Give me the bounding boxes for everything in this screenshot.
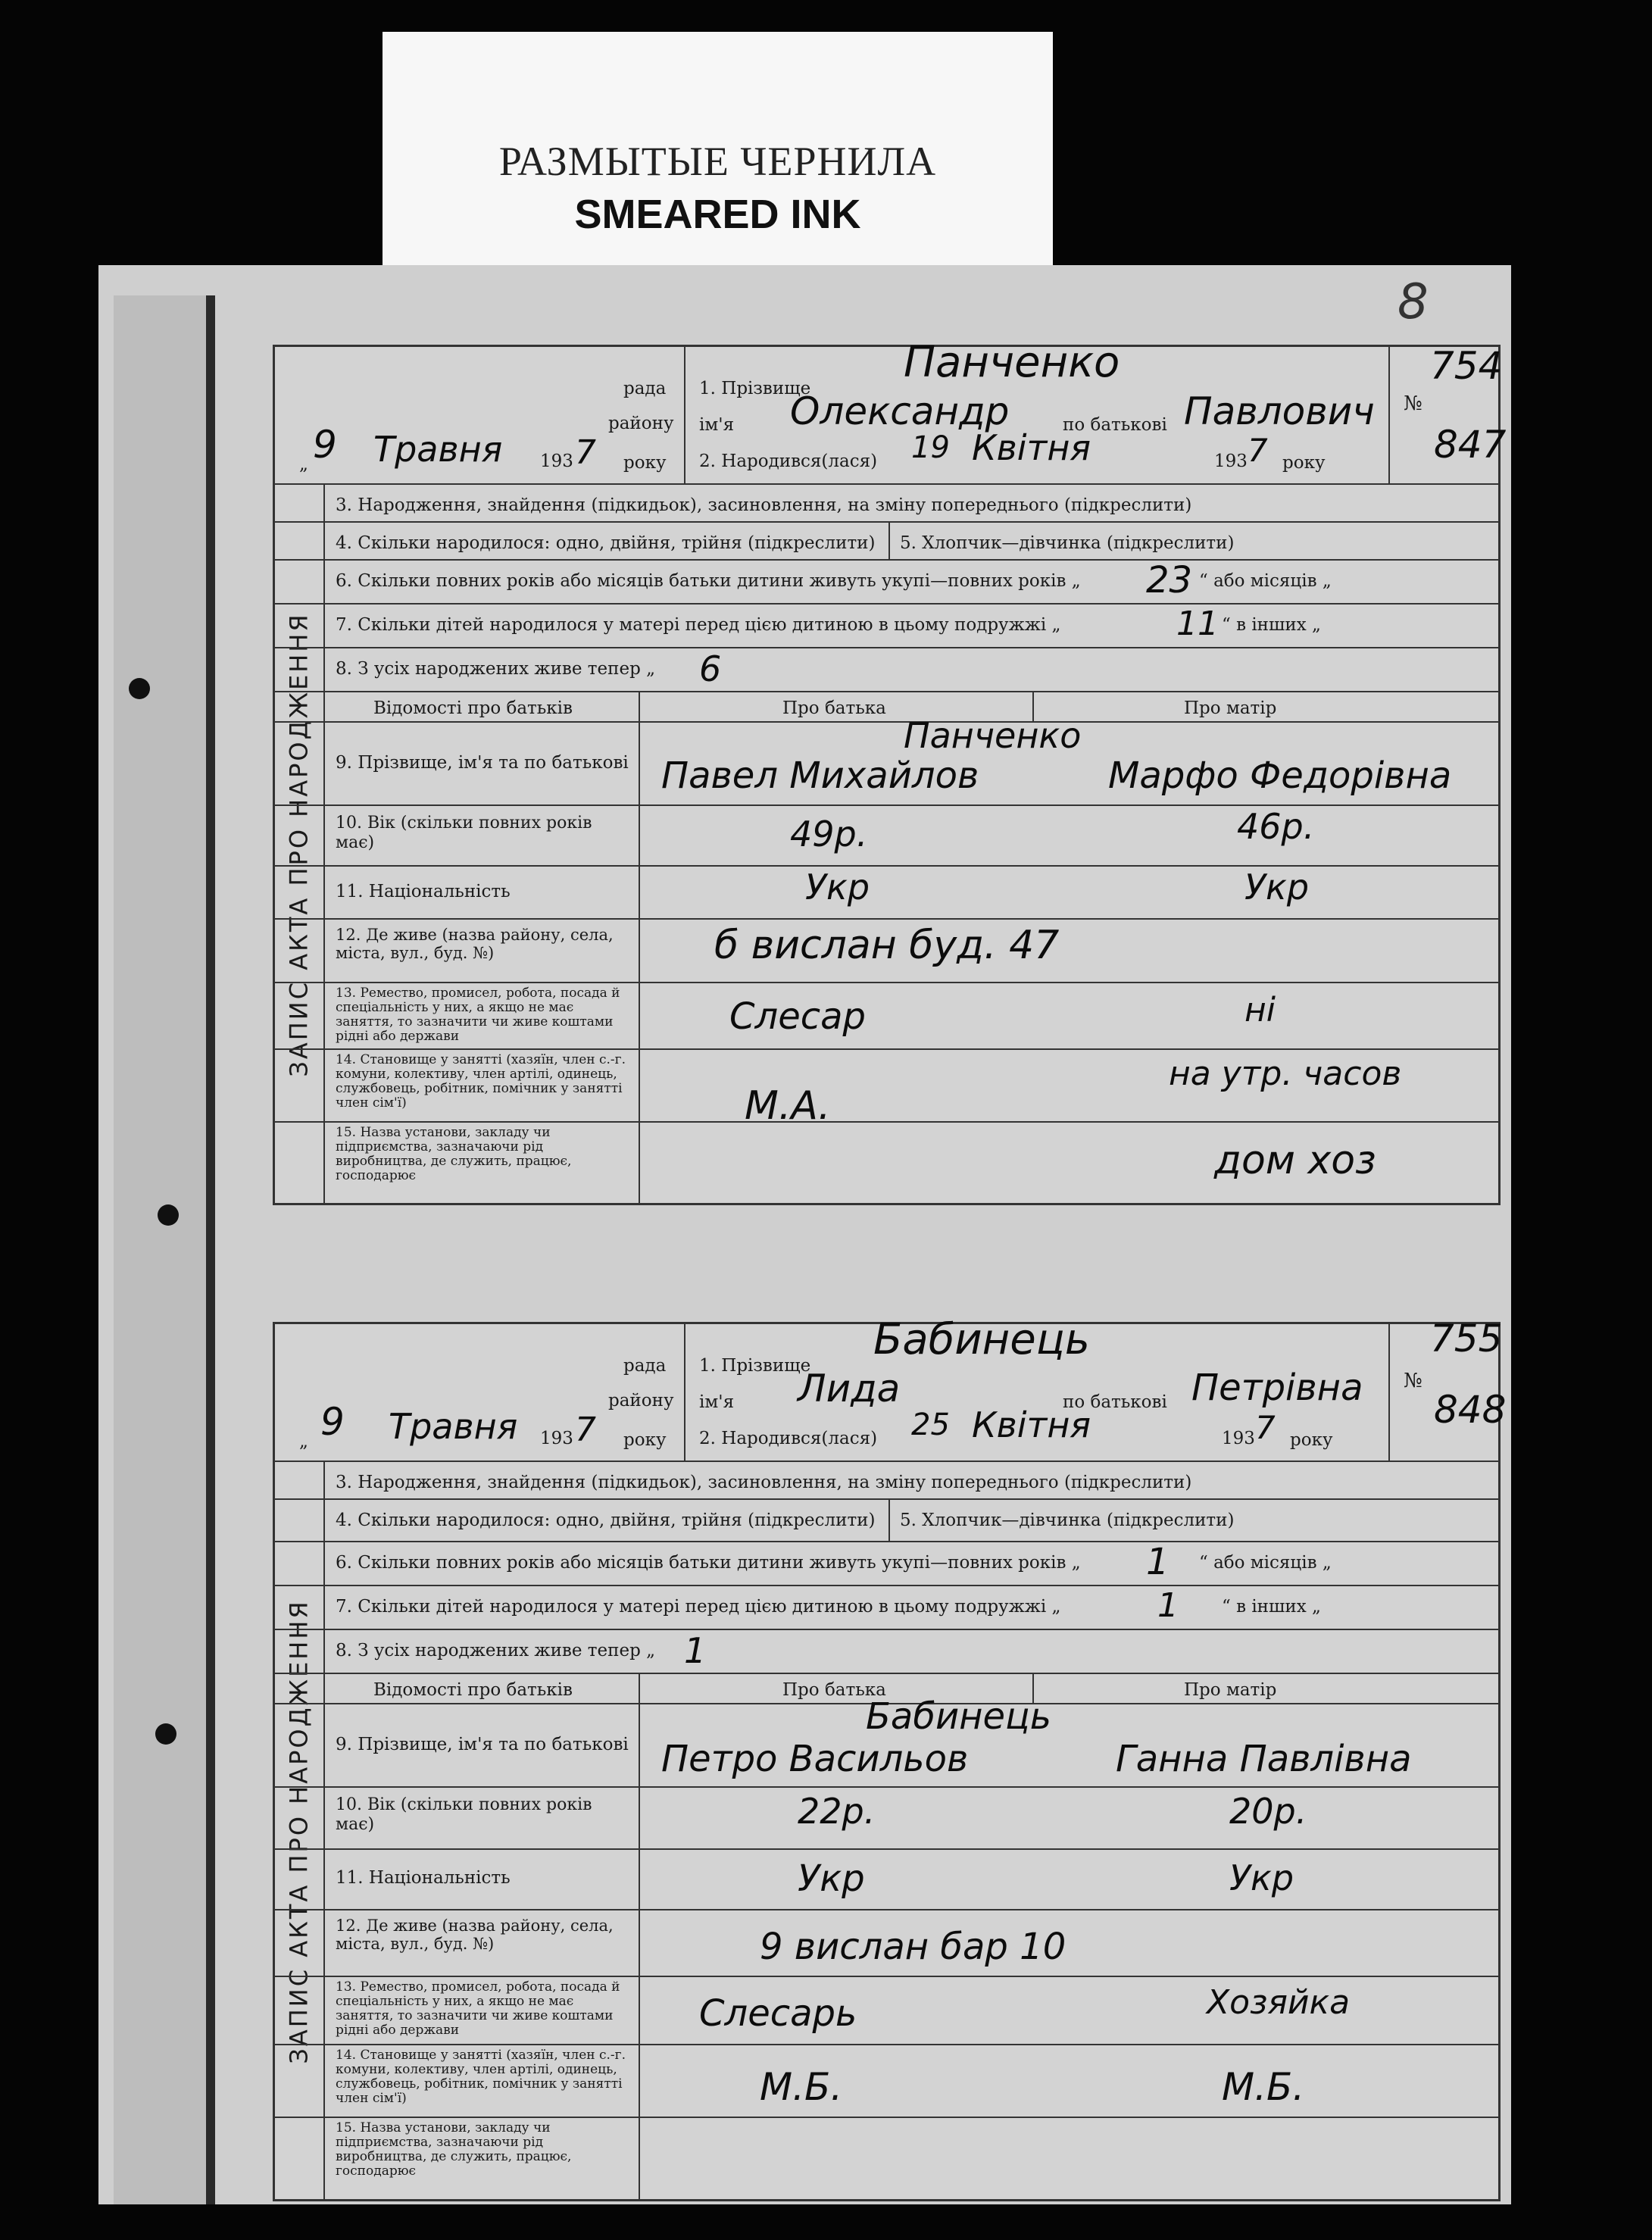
child-patronymic: Павлович [1184,389,1375,433]
label-russian: РАЗМЫТЫЕ ЧЕРНИЛА [498,139,937,184]
children-before: 11 [1176,605,1219,643]
living-now: 6 [699,648,722,689]
record-number: 755 [1430,1317,1503,1361]
father-name: Петро Васильов [661,1738,969,1780]
binding-spine [114,295,212,2204]
mother-organization: дом хоз [1214,1138,1376,1183]
children-before: 1 [1157,1586,1179,1625]
father-age: 22р. [798,1791,876,1832]
birth-month: Квітня [972,1404,1091,1445]
binding-hole-icon [155,1723,176,1745]
father-surname: Панченко [904,715,1082,756]
side-title: ЗАПИС АКТА ПРО НАРОДЖЕННЯ [285,612,314,1077]
mother-nationality: Укр [1244,867,1310,908]
reg-year: 7 [575,1411,596,1449]
mother-organization: М.Б. [1222,2065,1305,2109]
reg-month: Травня [389,1406,518,1447]
record-number-2: 847 [1434,423,1507,467]
binding-hole-icon [129,678,150,699]
birth-day: 19 [911,430,950,465]
birth-day: 25 [911,1407,950,1442]
mother-age: 46р. [1237,806,1315,847]
father-organization: М.А. [745,1083,831,1129]
living-now: 1 [684,1630,707,1671]
record-number-2: 848 [1434,1388,1507,1432]
birth-year: 7 [1248,432,1268,469]
father-surname: Бабинець [866,1695,1052,1738]
mother-age: 20р. [1229,1791,1307,1832]
record-number: 754 [1430,344,1503,388]
mother-name: Ганна Павлівна [1116,1738,1412,1780]
father-name: Павел Михайлов [661,754,979,797]
child-name: Олександр [790,389,1010,433]
mother-nationality: Укр [1229,1857,1294,1898]
mother-occupation: ні [1244,991,1276,1029]
reg-day: 9 [313,423,337,467]
child-surname: Бабинець [873,1315,1090,1364]
reg-day: 9 [320,1400,345,1444]
birth-month: Квітня [972,427,1091,468]
years-together: 1 [1146,1541,1170,1583]
binding-edge [206,295,215,2204]
binding-hole-icon [158,1204,179,1226]
mother-name: Марфо Федорівна [1108,754,1452,797]
label-english: SMEARED INK [574,192,861,237]
reg-year: 7 [575,433,596,472]
raion-label: району [608,414,674,433]
address: 9 вислан бар 10 [760,1926,1066,1968]
child-name: Лида [798,1367,901,1411]
side-title: ЗАПИС АКТА ПРО НАРОДЖЕННЯ [285,1598,314,2064]
birth-year: 7 [1255,1409,1276,1446]
page-number: 8 [1397,274,1429,330]
reg-month: Травня [373,429,503,470]
father-occupation: Слесар [729,995,866,1038]
father-nationality: Укр [798,1857,865,1900]
years-together: 23 [1146,559,1193,601]
child-patronymic: Петрівна [1191,1367,1363,1409]
birth-record-1: рада району „ 9 Травня 193 7 року 1. Прізвище Панченко ім'я Олександр по батькові Павлович 2. Народився(лася) 19 Квітня 193 7 року № 754 847 ЗАПИС АКТА ПРО НАРОДЖЕННЯ 3. Народження, знайдення (підкидьок), засиновлення, на зміну попереднього (підкреслити) 4. Скільки народилося: одно, двійня, трійня (підкреслити) 5. Хлопчик—дівчинка (підкреслити) 6. Скільки повних років або місяців батьки дитини живуть укупі—повних років „ 23 “ або місяців „ 7. Скільки дітей народилося у матері перед цією дитиною в цьому подружжі „ 11 “ в інших „ 8. З усіх народжених живе тепер „ 6 Відомості про батьків Про батька Про матір 9. Прізвище, ім'я та по батькові Панченко Павел Михайлов Марфо Федорівна 10. Вік (скільки повних років має) 49р. 46р. 11. Національність Укр Укр 12. Де живе (назва району, села, міста, вул., буд. №) б вислан буд. 47 13. Ремество, промисел, робота, посада й спеціальність у них, а якщо не має заняття, то зазначити чи живе коштами рідні або держави Слесар ні 14. Становище у занятті (хазяїн, член с.-г. комуни, колективу, член артілі, одинець, службовець, робітник, помічник у занятті член сім'ї) на утр. часов 15. Назва установи, закладу чи підприємства, зазначаючи рід виробництва, де служить, працює, господарює М.А. дом хоз [273,345,1501,1205]
surname-label: 1. Прізвище [699,379,811,398]
father-occupation: Слесарь [699,1992,857,2035]
birth-record-2: рада району „ 9 Травня 193 7 року 1. Прізвище Бабинець ім'я Лида по батькові Петрівна 2. Народився(лася) 25 Квітня 193 7 року № 755 848 ЗАПИС АКТА ПРО НАРОДЖЕННЯ 3. Народження, знайдення (підкидьок), засиновлення, на зміну попереднього (підкреслити) 4. Скільки народилося: одно, двійня, трійня (підкреслити) 5. Хлопчик—дівчинка (підкреслити) 6. Скільки повних років або місяців батьки дитини живуть укупі—повних років „ 1 “ або місяців „ 7. Скільки дітей народилося у матері перед цією дитиною в цьому подружжі „ 1 “ в інших „ 8. З усіх народжених живе тепер „ 1 Відомості про батьків Про батька Про матір 9. Прізвище, ім'я та по батькові Бабинець Петро Васильов Ганна Павлівна 10. Вік (скільки повних років має) 22р. 20р. 11. Національність Укр Укр 12. Де живе (назва району, села, міста, вул., буд. №) 9 вислан бар 10 13. Ремество, промисел, робота, посада й спеціальність у них, а якщо не має заняття, то зазначити чи живе коштами рідні або держави Слесарь Хозяйка 14. Становище у занятті (хазяїн, член с.-г. комуни, колективу, член артілі, одинець, службовець, робітник, помічник у занятті член сім'ї) М.Б. М.Б. 15. Назва установи, закладу чи підприємства, зазначаючи рід виробництва, де служить, працює, господарює [273,1322,1501,2201]
rada-label: рада [623,379,667,398]
father-age: 49р. [790,814,868,854]
child-surname: Панченко [904,338,1120,387]
smeared-ink-label-card [383,32,1053,273]
father-nationality: Укр [805,867,870,908]
mother-occupation: Хозяйка [1207,1983,1351,2022]
address: б вислан буд. 47 [714,923,1060,968]
father-organization: М.Б. [760,2065,843,2109]
mother-status: на утр. часов [1169,1054,1402,1093]
